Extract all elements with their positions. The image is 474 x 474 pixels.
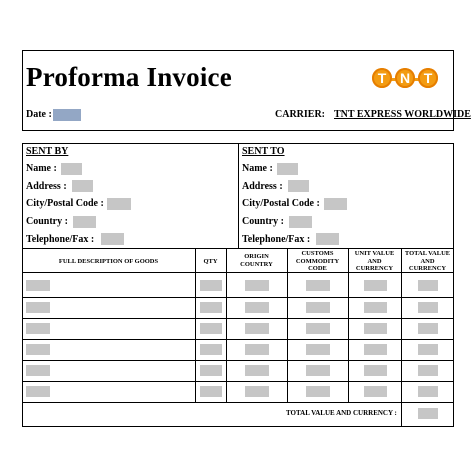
row-5-qty[interactable] xyxy=(200,365,222,376)
row-6-qty[interactable] xyxy=(200,386,222,397)
row-5-unit-value[interactable] xyxy=(364,365,387,376)
row-4-customs[interactable] xyxy=(306,344,330,355)
address-section-bottom xyxy=(22,248,454,249)
row-4-total-value[interactable] xyxy=(418,344,438,355)
address-divider xyxy=(238,143,239,249)
row-2-description[interactable] xyxy=(26,302,50,313)
row-1-origin[interactable] xyxy=(245,280,269,291)
carrier-value: TNT EXPRESS WORLDWIDE xyxy=(334,109,471,120)
row-6-unit-value[interactable] xyxy=(364,386,387,397)
total-value-field[interactable] xyxy=(418,408,438,419)
col-line-1 xyxy=(195,248,196,402)
col-header-qty: QTY xyxy=(203,258,218,265)
sent-by-address-label: Address : xyxy=(26,181,67,192)
row-5-description[interactable] xyxy=(26,365,50,376)
date-field[interactable] xyxy=(53,109,81,121)
col-header-total-value: TOTAL VALUE AND CURRENCY xyxy=(404,250,451,272)
row-3-unit-value[interactable] xyxy=(364,323,387,334)
row-5-origin[interactable] xyxy=(245,365,269,376)
sent-by-name-field[interactable] xyxy=(61,163,82,175)
total-label: TOTAL VALUE AND CURRENCY : xyxy=(286,409,397,417)
col-line-4 xyxy=(348,248,349,402)
row-2-qty[interactable] xyxy=(200,302,222,313)
col-line-5 xyxy=(401,248,402,427)
sent-to-heading: SENT TO xyxy=(242,146,285,157)
row-1-qty[interactable] xyxy=(200,280,222,291)
row-6-customs[interactable] xyxy=(306,386,330,397)
row-line-5 xyxy=(22,381,454,382)
carrier-label: CARRIER: xyxy=(275,109,325,120)
sent-to-country-label: Country : xyxy=(242,216,284,227)
row-3-customs[interactable] xyxy=(306,323,330,334)
sent-by-address-field[interactable] xyxy=(72,180,93,192)
col-line-2 xyxy=(226,248,227,402)
row-6-description[interactable] xyxy=(26,386,50,397)
row-6-total-value[interactable] xyxy=(418,386,438,397)
row-1-unit-value[interactable] xyxy=(364,280,387,291)
sent-to-address-field[interactable] xyxy=(288,180,309,192)
row-2-origin[interactable] xyxy=(245,302,269,313)
row-3-qty[interactable] xyxy=(200,323,222,334)
row-1-customs[interactable] xyxy=(306,280,330,291)
logo-letter-t2: T xyxy=(418,68,438,88)
row-2-customs[interactable] xyxy=(306,302,330,313)
date-label: Date : xyxy=(26,109,52,120)
sent-by-city-label: City/Postal Code : xyxy=(26,198,104,209)
sent-by-phone-field[interactable] xyxy=(101,233,124,245)
row-5-total-value[interactable] xyxy=(418,365,438,376)
col-header-description: FULL DESCRIPTION OF GOODS xyxy=(58,258,159,265)
row-line-2 xyxy=(22,318,454,319)
row-4-unit-value[interactable] xyxy=(364,344,387,355)
sent-by-heading: SENT BY xyxy=(26,146,69,157)
row-1-description[interactable] xyxy=(26,280,50,291)
row-line-6 xyxy=(22,402,454,403)
row-line-1 xyxy=(22,297,454,298)
sent-by-country-field[interactable] xyxy=(73,216,96,228)
sent-by-phone-label: Telephone/Fax : xyxy=(26,234,95,245)
row-4-qty[interactable] xyxy=(200,344,222,355)
row-6-origin[interactable] xyxy=(245,386,269,397)
row-4-description[interactable] xyxy=(26,344,50,355)
row-1-total-value[interactable] xyxy=(418,280,438,291)
sent-to-address-label: Address : xyxy=(242,181,283,192)
logo-letter-n: N xyxy=(395,68,415,88)
row-5-customs[interactable] xyxy=(306,365,330,376)
col-header-unit-value: UNIT VALUE AND CURRENCY xyxy=(354,250,395,272)
sent-by-country-label: Country : xyxy=(26,216,68,227)
sent-to-name-label: Name : xyxy=(242,163,273,174)
row-3-description[interactable] xyxy=(26,323,50,334)
sent-to-city-field[interactable] xyxy=(324,198,347,210)
row-2-total-value[interactable] xyxy=(418,302,438,313)
sent-to-phone-label: Telephone/Fax : xyxy=(242,234,311,245)
sent-to-city-label: City/Postal Code : xyxy=(242,198,320,209)
col-header-customs: CUSTOMS COMMODITY CODE xyxy=(295,250,340,272)
row-3-total-value[interactable] xyxy=(418,323,438,334)
sent-by-name-label: Name : xyxy=(26,163,57,174)
sent-to-name-field[interactable] xyxy=(277,163,298,175)
sent-by-city-field[interactable] xyxy=(107,198,131,210)
row-2-unit-value[interactable] xyxy=(364,302,387,313)
sent-to-country-field[interactable] xyxy=(289,216,312,228)
row-line-3 xyxy=(22,339,454,340)
row-3-origin[interactable] xyxy=(245,323,269,334)
col-line-3 xyxy=(287,248,288,402)
col-header-origin: ORIGIN COUNTRY xyxy=(240,253,273,268)
page-title: Proforma Invoice xyxy=(26,62,232,92)
row-line-4 xyxy=(22,360,454,361)
logo-letter-t1: T xyxy=(372,68,392,88)
row-4-origin[interactable] xyxy=(245,344,269,355)
sent-to-phone-field[interactable] xyxy=(316,233,339,245)
